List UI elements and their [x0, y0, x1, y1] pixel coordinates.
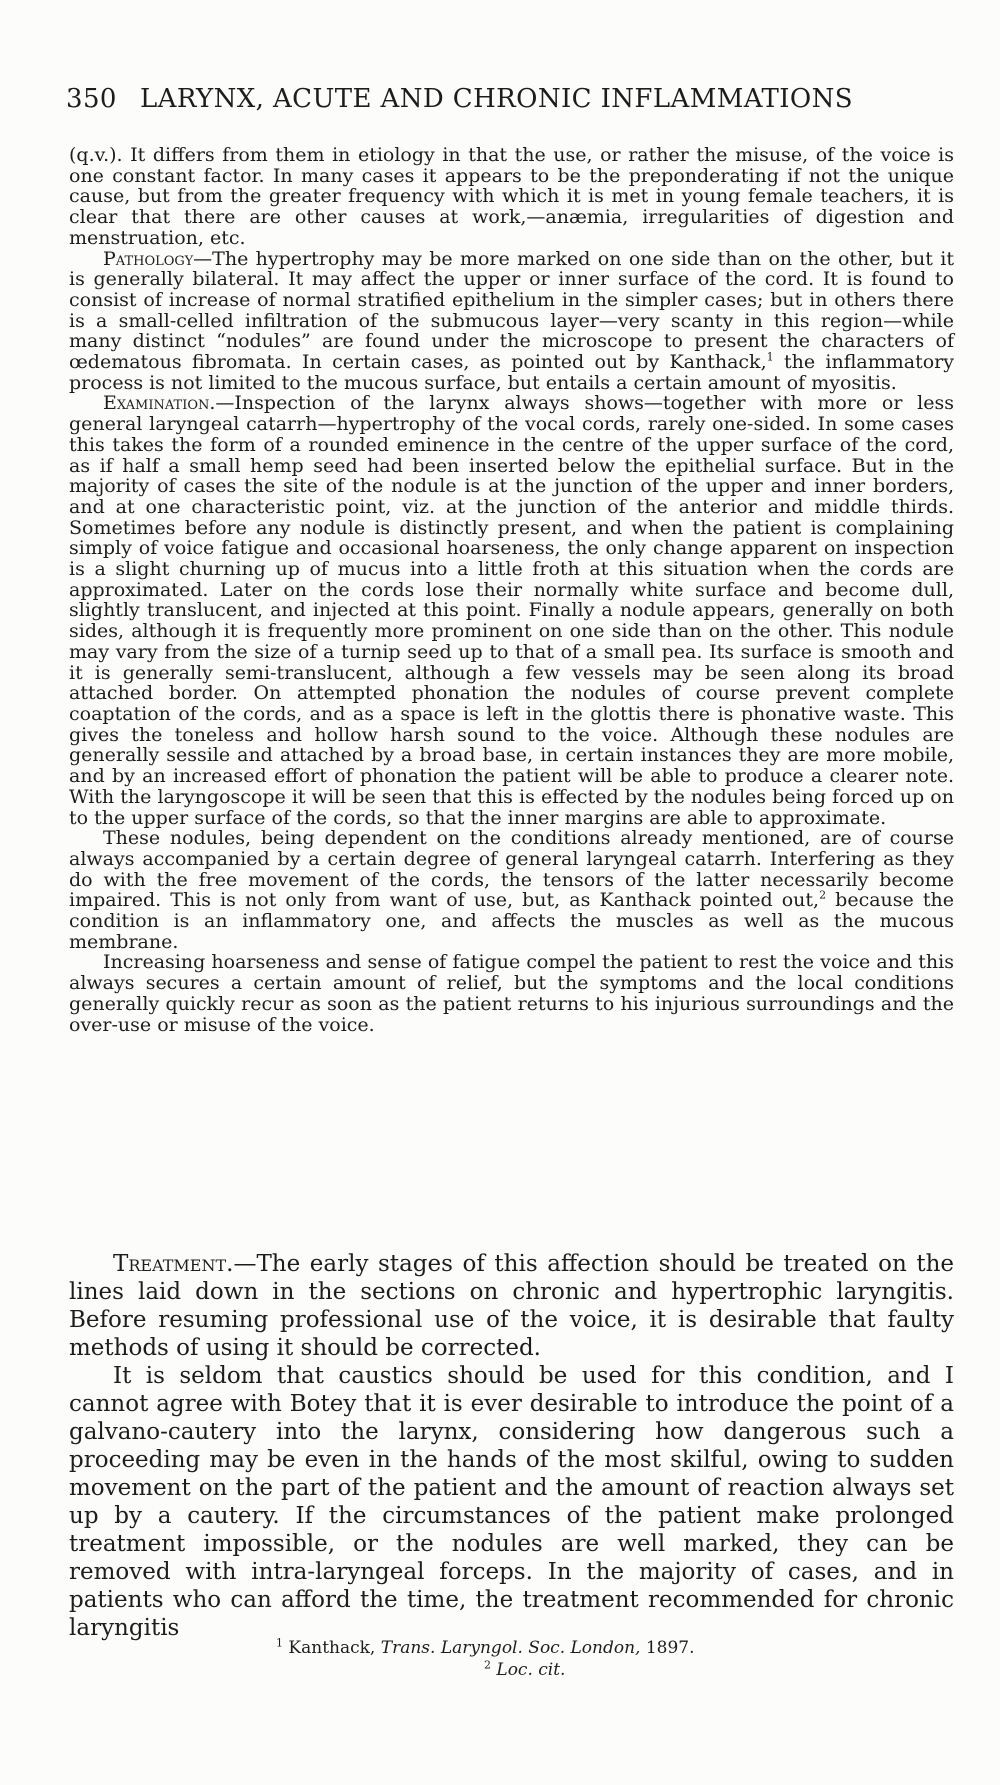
main-text	[69, 145, 954, 1035]
treatment-text-1: .—The early stages of this affection should be treated on the lines laid down in the sections on chronic and hypertrophic laryngitis. Before resuming professional use of the voice, it is desirable that faulty methods of using it should be corrected.	[69, 1251, 954, 1361]
treatment-heading: Treatment	[113, 1251, 227, 1277]
footnote-2	[276, 1659, 796, 1681]
page-number: 350	[66, 84, 117, 114]
hoarseness-paragraph: Increasing hoarseness and sense of fatigue compel the patient to rest the voice and this always secures a certain amount of relief, but the symptoms and the local conditions generally quickly recur as soon as the patient returns to his injurious surroundings and the over-use or misuse of the voice.	[69, 951, 954, 1036]
examination-text: .—Inspection of the larynx always shows—together with more or less general laryngeal catarrh—hypertrophy of the vocal cords, rarely one-sided. In some cases this takes the form of a rounded eminence in the centre of the upper surface of the cord, as if half a small hemp seed had been inserted below the epithelial surface. But in the majority of cases the site of the nodule is at the junction of the upper and inner borders, and at one characteristic point, viz. at the junction of the anterior and middle thirds. Sometimes before any nodule is distinctly present, and when the patient is complaining simply of voice fatigue and occasional hoarseness, the only change apparent on inspection is a slight churning up of mucus into a little froth at this situation when the cords are approximated. Later on the cords lose their normally white surface and become dull, slightly translucent, and injected at this point. Finally a nodule appears, generally on both sides, although it is frequently more prominent on one side than on the other. This nodule may vary from the size of a turnip seed up to that of a small pea. Its surface is smooth and it is generally semi-translucent, although a few vessels may be seen along its broad attached border. On attempted phonation the nodules of course prevent complete coaptation of the cords, and as a space is left in the glottis there is phonative waste. This gives the toneless and hollow harsh sound to the voice. Although these nodules are generally sessile and attached by a broad base, in certain instances they are more mobile, and by an increased effort of phonation the patient will be able to produce a clearer note. With the laryngoscope it will be seen that this is effected by the nodules being forced up on to the upper surface of the cords, so that the inner margins are able to approximate.	[69, 392, 954, 829]
pathology-text-2: the inflammatory process is not limited to the mucous surface, but entails a certain amount of myositis.	[69, 351, 954, 394]
footnote-1	[276, 1637, 796, 1659]
footnote-ref-2: 2	[819, 888, 827, 902]
footnote-1-source: Trans. Laryngol. Soc. London,	[380, 1638, 641, 1658]
footnote-1-author: Kanthack,	[288, 1638, 376, 1658]
footnotes	[276, 1637, 796, 1681]
nodules-text-1: These nodules, being dependent on the conditions already mentioned, are of course always accompanied by a certain degree of general laryngeal catarrh. Interfering as they do with the free movement of the cords, the tensors of the latter necessarily become impaired. This is not only from want of use, but, as Kanthack pointed out,	[69, 827, 954, 912]
pathology-heading: Pathology	[103, 247, 194, 270]
footnote-1-marker: 1	[276, 1636, 283, 1650]
examination-paragraph	[69, 393, 954, 828]
nodules-text-2: because the condition is an inflammatory one, and affects the muscles as well as the mucous membrane.	[69, 889, 954, 953]
pathology-text-1: —The hypertrophy may be more marked on one side than on the other, but it is generally bilateral. It may affect the upper or inner surface of the cord. It is found to consist of increase of normal stratified epithelium in the simpler cases; but in others there is a small-celled infiltration of the submucous layer—very scanty in this region—while many distinct “nodules” are found under the microscope to present the characters of œdematous fibromata. In certain cases, as pointed out by Kanthack,	[69, 247, 954, 374]
treatment-paragraph-1	[69, 1250, 954, 1362]
footnote-2-text: Loc. cit.	[496, 1660, 566, 1680]
running-header	[66, 84, 936, 124]
footnote-2-marker: 2	[484, 1658, 491, 1672]
intro-paragraph: (q.v.). It differs from them in etiology in that the use, or rather the misuse, of the voice is one constant factor. In many cases it appears to be the preponderating if not the unique cause, but from the greater frequency with which it is met in young female teachers, it is clear that there are other causes at work,—anæmia, irregularities of digestion and menstruation, etc.	[69, 144, 954, 249]
running-title: LARYNX, ACUTE AND CHRONIC INFLAMMATIONS	[140, 84, 854, 114]
treatment-section	[69, 1250, 954, 1642]
treatment-paragraph-2: It is seldom that caustics should be used for this condition, and I cannot agree with Botey that it is ever desirable to introduce the point of a galvano-cautery into the larynx, considering how dangerous such a proceeding may be even in the hands of the most skilful, owing to sudden movement on the part of the patient and the amount of reaction always set up by a cautery. If the circumstances of the patient make prolonged treatment impossible, or the nodules are well marked, they can be removed with intra-laryngeal forceps. In the majority of cases, and in patients who can afford the time, the treatment recommended for chronic laryngitis	[69, 1363, 954, 1641]
examination-heading: Examination	[103, 392, 210, 415]
footnote-1-year: 1897.	[645, 1638, 695, 1658]
pathology-paragraph	[69, 249, 954, 394]
footnote-ref-1: 1	[766, 350, 774, 364]
nodules-paragraph	[69, 828, 954, 952]
